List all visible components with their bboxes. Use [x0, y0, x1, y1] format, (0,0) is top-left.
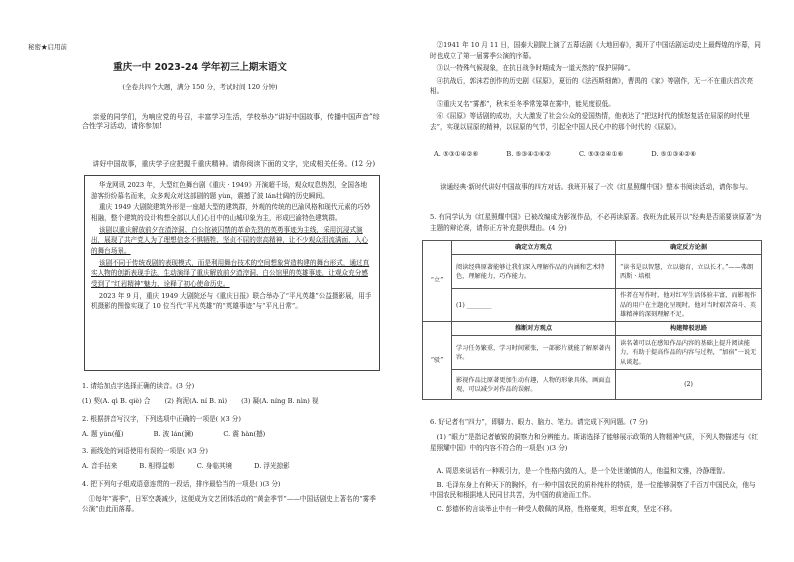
- option[interactable]: B. 波 lán(澜): [153, 429, 194, 438]
- sentence-item: ②1941 年 10 月 11 日，国泰大剧院上演了五幕话剧《大地回春》，揭开了中国话剧运动史上最辉煌的序幕，同时也成立了第一届雾季公演的序幕。: [430, 41, 761, 60]
- option[interactable]: B. 毛泽东身上有种天下的胸怀，有一种中国农民的质朴纯朴的特质，是一位能够洞察了千百万中国民众，他与中国农民和根据地人民同甘共苦，为中国的前途而工作。: [430, 480, 756, 500]
- options-row: [82, 430, 382, 439]
- question-stem: 4. 把下列句子组成语意连贯的一段话，排序最恰当的一项是( )(3 分): [82, 480, 281, 488]
- table-cell: 影视作品比原著更加生动有趣，人物的形象具体，画面直观，可以减少对作品的误解。: [452, 370, 616, 400]
- question-6-sub: (1) “眼力”是指记者敏锐的洞察力和分辨能力。斯诺选择了能够展示政策的人物精神气质，下列人物描述与《红星照耀中国》中的内容不符合的一项是( )(3 分): [430, 433, 759, 452]
- debate-table-wrap: [422, 240, 762, 400]
- table-header: 确定反方论据: [616, 241, 762, 255]
- sentence-item: ③以一特殊气候现象，在抗日战争时期成为一道天然的“保护屏障”。: [436, 64, 635, 73]
- option[interactable]: A. 题 yùn(蕴): [82, 429, 124, 438]
- reading-passage-box: [84, 175, 380, 371]
- answer-blank-cell[interactable]: (2): [616, 370, 762, 400]
- confidential-mark: 秘密★启用前: [28, 43, 67, 51]
- question-4: [82, 480, 382, 515]
- section-intro: 讲好中国故事，重庆学子应把握千重庆精神。请你阅读下面的文字，完成相关任务。(12 分): [92, 160, 376, 168]
- option[interactable]: B. 相得益彰: [139, 461, 175, 470]
- option[interactable]: C. ⑤③②④①⑥: [578, 150, 624, 158]
- table-header: 构建辩驳思路: [616, 322, 762, 336]
- exam-subtitle: (全卷共四个大题，满分 150 分，考试时间 120 分钟): [122, 83, 278, 91]
- sentence-item: ④抗战后，郭沫若创作的历史剧《屈原》，夏衍的《法西斯细菌》，曹禺的《家》等剧作，无一不在重庆首次亮相。: [430, 76, 754, 96]
- option[interactable]: B. ⑤③④①⑥②: [506, 150, 551, 158]
- exam-title: 重庆一中 2023-24 学年初三上期末语文: [113, 62, 287, 73]
- sentence-item: ⑥《屈原》等话剧的成功，大大激发了社会公众的爱国热情，他表达了“把这时代的愤怒复活在屈原的时代里去”，实现以屈原的精神，以屈原的气节，引起全中国人民心中的那个时代的《屈原》。: [430, 112, 750, 131]
- options-row: [82, 462, 382, 471]
- option[interactable]: C. 身临其境: [196, 461, 233, 470]
- question-stem: 3. 画线处的词语使用有误的一项是( )(3 分): [82, 447, 208, 455]
- q4-options-row: [434, 150, 696, 159]
- question-stem: 1. 请给加点字选择正确的读音。(3 分): [82, 382, 195, 390]
- option[interactable]: (1) 契(A. qì B. qiè) 合: [82, 396, 151, 405]
- question-stem: 2. 根据拼音写汉字，下列选项中正确的一项是( )(3 分): [82, 415, 241, 423]
- option[interactable]: A. 周恩来说话有一种吸引力，是一个性格内敛的人，是一个处世谨慎的人，他温和文雅，冷静理智。: [436, 467, 730, 475]
- option[interactable]: D. ⑤①③④②⑥: [651, 150, 697, 158]
- passage-paragraph: 该剧以重庆解放前夕在渣滓洞、白公馆被囚禁的革命先烈的英勇事迹为主线，采用沉浸式演出，展现了共产党人为了理想信念不惧牺牲、坚贞不屈的崇高精神，让不少观众泪流满面，入心的舞台场景。: [91, 225, 368, 256]
- passage-paragraph: 该剧不同于传统戏剧的表现模式，而是利用舞台技术的空间想象营造构建的舞台形式，通过真实人物的创新表现手法，生动演绎了重庆解放前夕渣滓洞、白公馆里的英雄事迹，让观众充分感受到了“红岩精神”魅力，诠释了初心使命历史。: [91, 258, 370, 289]
- option[interactable]: (3) 凝(A. níng B. nìn) 视: [241, 396, 319, 405]
- passage-paragraph: 华龙网讯 2023 年，大型红色舞台剧《重庆 · 1949》开演超千场，观众叹息热烈，全国各地游客纷纷慕名而来，众多观众对这部剧的题 yùn，震撼了波 lán壮阔的历史瞬间。: [91, 181, 368, 200]
- passage-paragraph: 2023 年 9 月，重庆 1949 大剧院还与《重庆日报》联合举办了“平凡英雄”公益摄影展，用手机摄影的图像实现了 10 位当代“平凡英雄”的“英雄事迹”与“平凡日常”。: [91, 291, 372, 311]
- option[interactable]: A. 音手拈来: [82, 461, 118, 470]
- question-1: [82, 382, 382, 406]
- table-side-label: “立”: [423, 241, 452, 322]
- table-header: 推断对方观点: [452, 322, 616, 336]
- option[interactable]: A. ⑤③①④②⑥: [434, 150, 479, 158]
- debate-table: [422, 240, 762, 400]
- question-5: 5. 有同学认为《红星照耀中国》已被改编成为影视作品，不必再读原著。我班为此展开以“经典是否需要读原著”为主题的辩论赛，请你正方补充提供理由。(4 分): [430, 213, 762, 232]
- question-6: 6. 好记者有“四力”，即脚力、眼力、脑力、笔力。请完成下列问题。(7 分): [430, 418, 648, 426]
- table-cell: 阅读经典原著能够让我们深入理解作品的内涵和艺术特色，理解能力，巧作能力。: [452, 255, 616, 289]
- question-2: [82, 415, 382, 439]
- answer-blank-cell[interactable]: (1) ________: [452, 289, 616, 322]
- sentence-item: ⑤重庆又名“雾都”，秋末至冬季常笼罩在雾中，能见度很低。: [436, 99, 615, 108]
- greeting-paragraph: 亲爱的同学们，为响应党的号召，丰富学习生活，学校举办“讲好中国故事，传播中国声音”综合性学习活动，请你参加!: [82, 113, 380, 131]
- section-intro: 读通经典·新时代讲好中国故事的四方对话。我班开展了一次《红星照耀中国》整本书阅读活动，请你参与。: [439, 183, 752, 191]
- table-side-label: “驳”: [423, 322, 452, 400]
- option[interactable]: C. 彭德怀的言谈举止中有一种受人敬佩的风格，性格豪爽，坦率直爽，坚定不移。: [436, 504, 677, 513]
- option[interactable]: (2) 拘泥(A. ní B. nì): [164, 396, 228, 405]
- option[interactable]: C. 震 hàn(撼): [223, 429, 266, 438]
- q6-options: [430, 466, 762, 514]
- question-3: [82, 447, 382, 471]
- table-cell: 读名著可以在感知作品内容的基础上提升阅读能力，有助于提高作品的内容与过程，“加宿”一说无从谈起。: [616, 336, 762, 370]
- sentence-list: [430, 40, 762, 132]
- table-cell: 学习任务繁重，学习时间紧张，一部影片就能了解原著内容。: [452, 336, 616, 370]
- table-cell: 作者在写作时，他对红军生活体验丰富，而影视作品的用户在主题化呈现时，他对当时艰苦奋斗、英雄精神的深刻理解不足。: [616, 289, 762, 322]
- options-row: [82, 397, 382, 406]
- sentence-item: ①每年“赛季”，日军空袭减少，这便成为文艺团体活动的“黄金季节”——中国话剧史上著名的“雾季公演”由此而落幕。: [82, 494, 376, 513]
- passage-paragraph: 重庆 1949 大剧院建筑外形是一座超大型的建筑群，外观的传统的巴渝风格和现代元素的巧妙相融，整个建筑的设计构想全部以人们心目中的山城印象为主，形成巴渝特色建筑群。: [91, 203, 371, 223]
- option[interactable]: D. 浮光掠影: [254, 461, 290, 470]
- table-cell: “读书是以智慧，立以德育，立以长才。”——弗朗西斯 · 培根: [616, 255, 762, 289]
- table-header: 确定立方观点: [452, 241, 616, 255]
